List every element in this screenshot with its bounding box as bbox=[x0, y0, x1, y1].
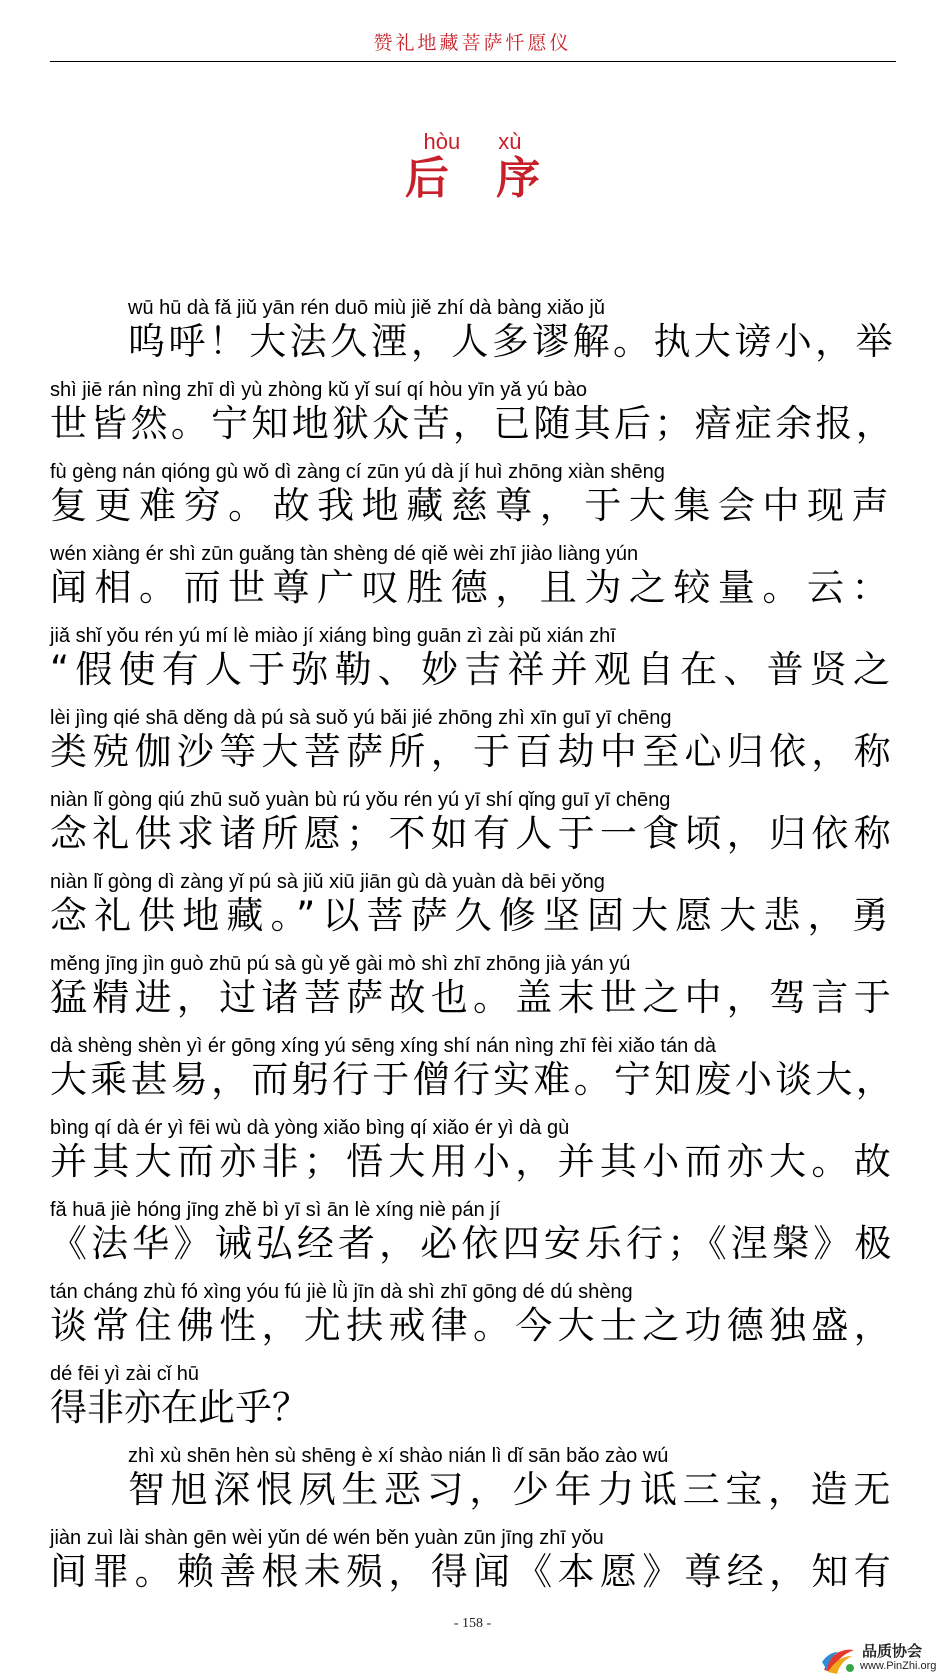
line-hanzi: 念礼供求诸所愿；不如有人于一食顷，归依称 bbox=[50, 812, 896, 855]
text-line bbox=[0, 1526, 945, 1608]
watermark-logo bbox=[820, 1640, 940, 1676]
line-pinyin: wén xiàng ér shì zūn guǎng tàn shèng dé qiě wèi zhī jiào liàng yún bbox=[50, 543, 639, 565]
line-pinyin: dà shèng shèn yì ér gōng xíng yú sēng xíng shí nán nìng zhī fèi xiǎo tán dà bbox=[50, 1035, 717, 1057]
line-pinyin: fǎ huā jiè hóng jīng zhě bì yī sì ān lè xíng niè pán jí bbox=[50, 1199, 501, 1221]
line-pinyin: niàn lǐ gòng qiú zhū suǒ yuàn bù rú yǒu rén yú yī shí qǐng guī yī chēng bbox=[50, 789, 671, 811]
line-pinyin: wū hū dà fǎ jiǔ yān rén duō miù jiě zhí dà bàng xiǎo jǔ bbox=[128, 297, 605, 319]
line-pinyin: lèi jìng qié shā děng dà pú sà suǒ yú bǎi jié zhōng zhì xīn guī yī chēng bbox=[50, 707, 672, 729]
pinzhi-logo-icon bbox=[820, 1644, 858, 1676]
line-hanzi: “假使有人于弥勒、妙吉祥并观自在、普贤之 bbox=[50, 648, 897, 691]
chapter-heading bbox=[0, 130, 945, 204]
page-number: - 158 - bbox=[453, 1616, 492, 1631]
book-title-header: 赞礼地藏菩萨忏愿仪 bbox=[373, 32, 572, 54]
line-pinyin: tán cháng zhù fó xìng yóu fú jiè lǜ jīn dà shì zhī gōng dé dú shèng bbox=[50, 1281, 633, 1303]
line-hanzi: 并其大而亦非；悟大用小，并其小而亦大。故 bbox=[50, 1140, 896, 1183]
text-line bbox=[0, 706, 945, 788]
text-line bbox=[0, 1198, 945, 1280]
line-hanzi: 猛精进，过诸菩萨故也。盖末世之中，驾言于 bbox=[50, 976, 896, 1019]
watermark-name: 品质协会 bbox=[862, 1642, 923, 1660]
line-pinyin: bìng qí dà ér yì fēi wù dà yòng xiǎo bìng qí xiǎo ér yì dà gù bbox=[50, 1117, 570, 1139]
line-pinyin: niàn lǐ gòng dì zàng yǐ pú sà jiǔ xiū jiān gù dà yuàn dà bēi yǒng bbox=[50, 871, 605, 893]
chapter-heading-pinyin: hòu xù bbox=[423, 129, 522, 154]
line-hanzi: 类殑伽沙等大菩萨所，于百劫中至心归依，称 bbox=[50, 730, 896, 773]
line-hanzi: 间罪。赖善根未殒，得闻《本愿》尊经，知有 bbox=[50, 1550, 896, 1593]
line-hanzi: 大乘甚易，而躬行于僧行实难。宁知废小谈大， bbox=[50, 1058, 896, 1101]
text-line bbox=[0, 378, 945, 460]
line-hanzi: 闻相。而世尊广叹胜德，且为之较量。云： bbox=[50, 566, 896, 609]
line-pinyin: měng jīng jìn guò zhū pú sà gù yě gài mò shì zhī zhōng jià yán yú bbox=[50, 953, 631, 975]
line-hanzi: 世皆然。宁知地狱众苦，已随其后；瘖症余报， bbox=[50, 402, 896, 445]
line-hanzi: 智旭深恨夙生恶习，少年力诋三宝，造无 bbox=[128, 1468, 896, 1511]
watermark-url: www.PinZhi.org bbox=[860, 1660, 937, 1672]
text-line bbox=[0, 870, 945, 952]
text-line bbox=[0, 296, 945, 378]
line-hanzi: 得非亦在此乎？ bbox=[50, 1386, 309, 1429]
text-line bbox=[0, 1362, 945, 1444]
line-pinyin: shì jiē rán nìng zhī dì yù zhòng kǔ yǐ suí qí hòu yīn yǎ yú bào bbox=[50, 379, 587, 401]
text-line bbox=[0, 624, 945, 706]
text-line bbox=[0, 1034, 945, 1116]
text-line bbox=[0, 460, 945, 542]
line-hanzi: 《法华》诫弘经者，必依四安乐行；《涅槃》极 bbox=[50, 1222, 896, 1265]
line-pinyin: fù gèng nán qióng gù wǒ dì zàng cí zūn yú dà jí huì zhōng xiàn shēng bbox=[50, 461, 665, 483]
line-pinyin: zhì xù shēn hèn sù shēng è xí shào nián lì dǐ sān bǎo zào wú bbox=[128, 1445, 669, 1467]
text-line bbox=[0, 788, 945, 870]
text-line bbox=[0, 542, 945, 624]
header-rule bbox=[50, 61, 896, 62]
line-hanzi: 复更难穷。故我地藏慈尊，于大集会中现声 bbox=[50, 484, 896, 527]
text-line bbox=[0, 1116, 945, 1198]
line-hanzi: 念礼供地藏。”以菩萨久修坚固大愿大悲，勇 bbox=[50, 894, 896, 937]
text-line bbox=[0, 1280, 945, 1362]
line-hanzi: 呜呼！大法久湮，人多谬解。执大谤小，举 bbox=[128, 320, 896, 363]
text-line bbox=[0, 1444, 945, 1526]
line-pinyin: dé fēi yì zài cǐ hū bbox=[50, 1363, 199, 1385]
line-hanzi: 谈常住佛性，尤扶戒律。今大士之功德独盛， bbox=[50, 1304, 896, 1347]
text-line bbox=[0, 952, 945, 1034]
chapter-heading-text: 后 序 bbox=[404, 153, 557, 204]
line-pinyin: jiàn zuì lài shàn gēn wèi yǔn dé wén běn yuàn zūn jīng zhī yǒu bbox=[50, 1527, 604, 1549]
line-pinyin: jiǎ shǐ yǒu rén yú mí lè miào jí xiáng bìng guān zì zài pǔ xián zhī bbox=[50, 625, 616, 647]
